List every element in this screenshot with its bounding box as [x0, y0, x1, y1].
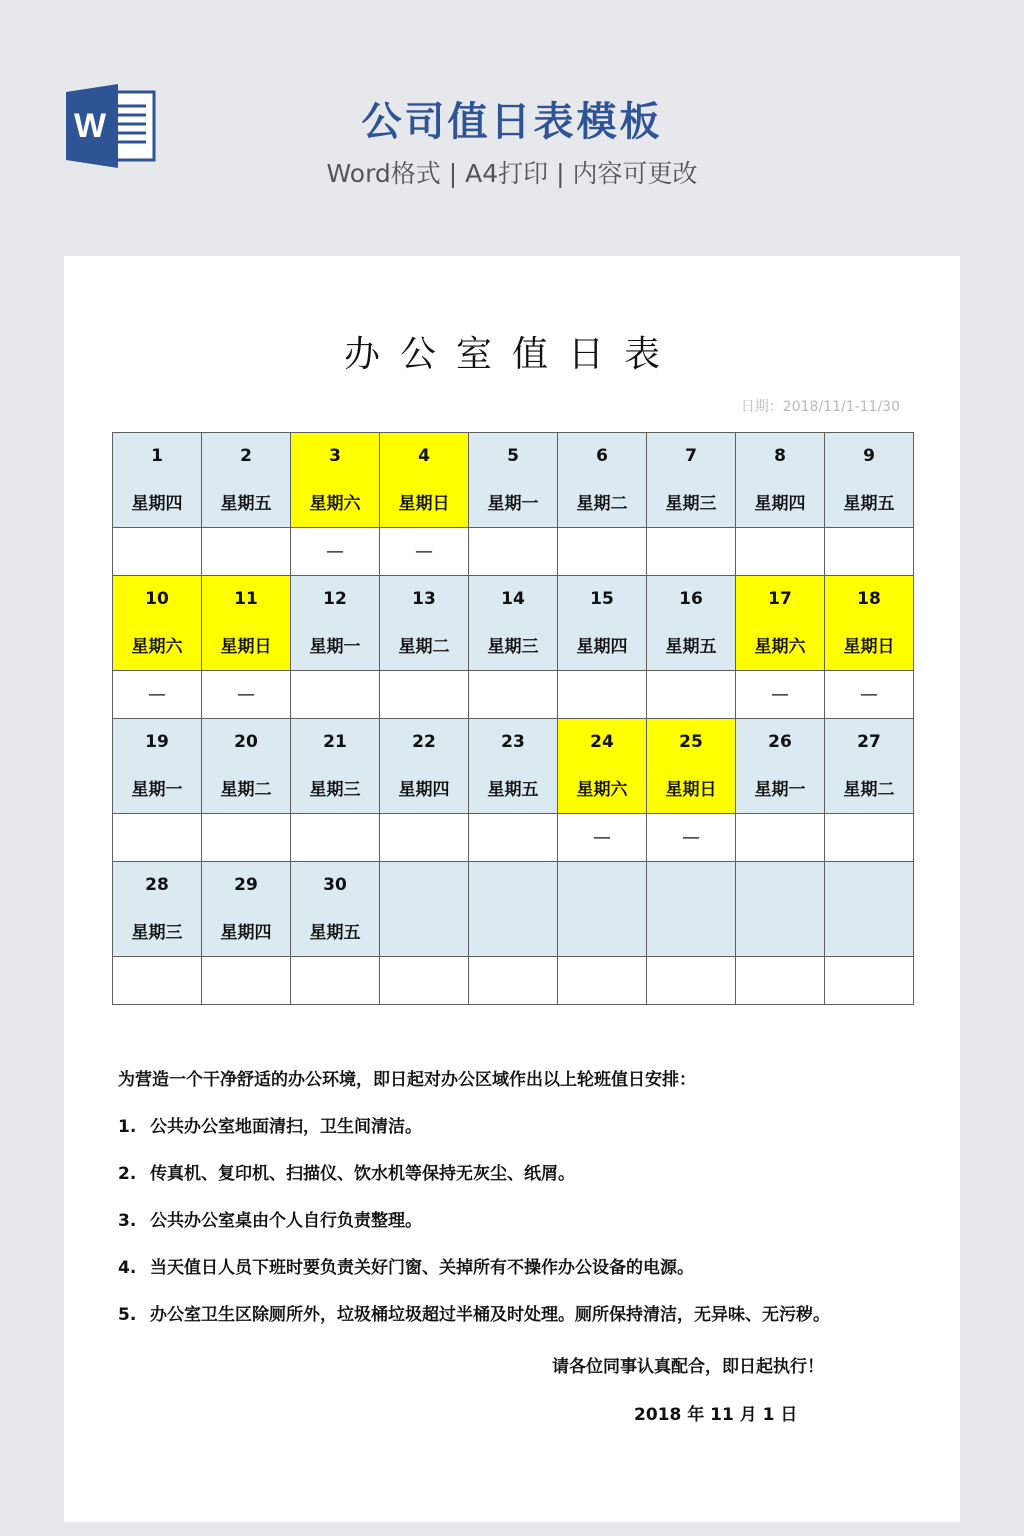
duty-cell[interactable] — [202, 814, 291, 862]
duty-cell[interactable]: — — [647, 814, 736, 862]
duty-cell[interactable] — [825, 814, 914, 862]
banner-title: 公司值日表模板 — [361, 99, 663, 145]
duty-cell[interactable]: — — [380, 528, 469, 576]
weekday-label: 星期六 — [131, 637, 183, 657]
notes-intro: 为营造一个干净舒适的办公环境，即日起对办公区域作出以上轮班值日安排： — [118, 1070, 696, 1090]
day-number: 6 — [596, 446, 608, 466]
banner-subtitle: Word格式 | A4打印 | 内容可更改 — [326, 159, 698, 188]
weekday-label: 星期二 — [576, 494, 628, 514]
day-number: 27 — [857, 732, 881, 752]
weekday-label: 星期五 — [220, 494, 272, 514]
day-number: 15 — [590, 589, 614, 609]
calendar-duty-row — [113, 528, 914, 576]
duty-cell[interactable]: — — [202, 671, 291, 719]
day-number: 14 — [501, 589, 525, 609]
calendar-day-cell — [380, 576, 469, 671]
calendar-day-cell — [825, 719, 914, 814]
calendar-empty-cell — [736, 862, 825, 957]
calendar-day-cell — [380, 719, 469, 814]
duty-cell[interactable]: — — [291, 528, 380, 576]
day-number: 30 — [323, 875, 347, 895]
weekday-label: 星期一 — [754, 780, 806, 800]
duty-cell[interactable] — [291, 814, 380, 862]
weekday-label: 星期二 — [843, 780, 895, 800]
day-number: 19 — [145, 732, 169, 752]
weekday-label: 星期日 — [398, 494, 450, 514]
rule-item — [118, 1162, 918, 1209]
duty-cell[interactable] — [736, 814, 825, 862]
rule-text: 公共办公室桌由个人自行负责整理。 — [150, 1211, 422, 1231]
rule-text: 公共办公室地面清扫，卫生间清洁。 — [150, 1117, 422, 1137]
calendar-day-cell — [558, 719, 647, 814]
duty-cell[interactable] — [647, 528, 736, 576]
calendar-day-cell — [825, 433, 914, 528]
rule-number: 3. — [118, 1211, 137, 1231]
calendar-day-cell — [469, 433, 558, 528]
duty-cell[interactable]: — — [558, 814, 647, 862]
duty-cell[interactable] — [113, 528, 202, 576]
day-number: 1 — [151, 446, 163, 466]
calendar-duty-row — [113, 957, 914, 1005]
weekday-label: 星期四 — [398, 780, 450, 800]
calendar-empty-cell — [558, 862, 647, 957]
rule-item — [118, 1256, 918, 1303]
day-number: 18 — [857, 589, 881, 609]
date-range: 日期：2018/11/1-11/30 — [740, 399, 900, 415]
weekday-label: 星期五 — [309, 923, 361, 943]
rule-text: 办公室卫生区除厕所外，垃圾桶垃圾超过半桶及时处理。厕所保持清洁，无异味、无污秽。 — [150, 1305, 830, 1325]
calendar-day-cell — [558, 576, 647, 671]
calendar-day-cell — [202, 576, 291, 671]
calendar-date-row — [113, 433, 914, 528]
notes-section — [118, 1068, 918, 1350]
calendar-empty-cell — [647, 862, 736, 957]
signature-date: 2018 年 11 月 1 日 — [634, 1405, 798, 1425]
rule-item — [118, 1209, 918, 1256]
calendar-empty-cell — [469, 862, 558, 957]
day-number: 20 — [234, 732, 258, 752]
calendar-day-cell — [202, 719, 291, 814]
calendar-duty-row — [113, 814, 914, 862]
calendar-day-cell — [647, 719, 736, 814]
day-number: 3 — [329, 446, 341, 466]
day-number: 16 — [679, 589, 703, 609]
weekday-label: 星期四 — [220, 923, 272, 943]
duty-cell[interactable] — [469, 814, 558, 862]
calendar-day-cell — [291, 719, 380, 814]
day-number: 24 — [590, 732, 614, 752]
duty-cell[interactable] — [825, 957, 914, 1005]
duty-cell[interactable] — [558, 957, 647, 1005]
document-title: 办公室值日表 — [343, 334, 680, 375]
calendar-date-row — [113, 719, 914, 814]
calendar-day-cell — [558, 433, 647, 528]
duty-cell[interactable] — [202, 957, 291, 1005]
calendar-day-cell — [469, 719, 558, 814]
calendar-day-cell — [291, 576, 380, 671]
calendar-day-cell — [291, 862, 380, 957]
day-number: 26 — [768, 732, 792, 752]
day-number: 25 — [679, 732, 703, 752]
rule-number: 2. — [118, 1164, 137, 1184]
calendar-day-cell — [736, 433, 825, 528]
rule-text: 传真机、复印机、扫描仪、饮水机等保持无灰尘、纸屑。 — [150, 1164, 575, 1184]
duty-cell[interactable]: — — [825, 671, 914, 719]
day-number: 9 — [863, 446, 875, 466]
duty-cell[interactable] — [202, 528, 291, 576]
rule-number: 1. — [118, 1117, 137, 1137]
calendar-empty-cell — [825, 862, 914, 957]
weekday-label: 星期三 — [309, 780, 361, 800]
weekday-label: 星期四 — [131, 494, 183, 514]
rule-number: 4. — [118, 1258, 137, 1278]
weekday-label: 星期四 — [576, 637, 628, 657]
day-number: 12 — [323, 589, 347, 609]
rule-number: 5. — [118, 1305, 137, 1325]
weekday-label: 星期六 — [576, 780, 628, 800]
calendar-day-cell — [825, 576, 914, 671]
day-number: 17 — [768, 589, 792, 609]
weekday-label: 星期六 — [309, 494, 361, 514]
calendar-day-cell — [469, 576, 558, 671]
duty-cell[interactable] — [380, 957, 469, 1005]
calendar-day-cell — [202, 433, 291, 528]
calendar-date-row — [113, 576, 914, 671]
weekday-label: 星期日 — [220, 637, 272, 657]
rule-item — [118, 1303, 918, 1350]
weekday-label: 星期一 — [487, 494, 539, 514]
day-number: 22 — [412, 732, 436, 752]
calendar-day-cell — [736, 576, 825, 671]
duty-cell[interactable] — [380, 814, 469, 862]
duty-cell[interactable] — [469, 957, 558, 1005]
weekday-label: 星期三 — [487, 637, 539, 657]
duty-cell[interactable] — [113, 957, 202, 1005]
duty-cell[interactable] — [113, 814, 202, 862]
weekday-label: 星期四 — [754, 494, 806, 514]
calendar-day-cell — [647, 433, 736, 528]
rule-text: 当天值日人员下班时要负责关好门窗、关掉所有不操作办公设备的电源。 — [150, 1258, 694, 1278]
duty-cell[interactable] — [825, 528, 914, 576]
duty-cell[interactable] — [558, 671, 647, 719]
weekday-label: 星期六 — [754, 637, 806, 657]
day-number: 8 — [774, 446, 786, 466]
weekday-label: 星期五 — [665, 637, 717, 657]
calendar-day-cell — [736, 719, 825, 814]
calendar-day-cell — [380, 433, 469, 528]
weekday-label: 星期三 — [665, 494, 717, 514]
duty-cell[interactable] — [647, 957, 736, 1005]
weekday-label: 星期五 — [487, 780, 539, 800]
duty-cell[interactable] — [469, 528, 558, 576]
weekday-label: 星期日 — [665, 780, 717, 800]
calendar-duty-row — [113, 671, 914, 719]
duty-cell[interactable] — [558, 528, 647, 576]
duty-cell[interactable] — [380, 671, 469, 719]
calendar-date-row — [113, 862, 914, 957]
calendar-day-cell — [291, 433, 380, 528]
document-page — [64, 256, 960, 1522]
weekday-label: 星期五 — [843, 494, 895, 514]
weekday-label: 星期二 — [220, 780, 272, 800]
closing-line: 请各位同事认真配合，即日起执行！ — [552, 1357, 824, 1377]
calendar-day-cell — [113, 862, 202, 957]
calendar-day-cell — [113, 433, 202, 528]
weekday-label: 星期二 — [398, 637, 450, 657]
duty-cell[interactable]: — — [736, 671, 825, 719]
duty-cell[interactable]: — — [113, 671, 202, 719]
day-number: 11 — [234, 589, 258, 609]
weekday-label: 星期日 — [843, 637, 895, 657]
day-number: 4 — [418, 446, 430, 466]
day-number: 28 — [145, 875, 169, 895]
weekday-label: 星期一 — [131, 780, 183, 800]
day-number: 2 — [240, 446, 252, 466]
day-number: 5 — [507, 446, 519, 466]
calendar-day-cell — [113, 576, 202, 671]
calendar-day-cell — [113, 719, 202, 814]
weekday-label: 星期一 — [309, 637, 361, 657]
rule-item — [118, 1115, 918, 1162]
duty-cell[interactable] — [736, 528, 825, 576]
day-number: 21 — [323, 732, 347, 752]
duty-cell[interactable] — [291, 671, 380, 719]
svg-text:W: W — [73, 107, 107, 145]
duty-cell[interactable] — [291, 957, 380, 1005]
calendar-day-cell — [647, 576, 736, 671]
weekday-label: 星期三 — [131, 923, 183, 943]
day-number: 7 — [685, 446, 697, 466]
calendar-empty-cell — [380, 862, 469, 957]
day-number: 10 — [145, 589, 169, 609]
day-number: 13 — [412, 589, 436, 609]
day-number: 23 — [501, 732, 525, 752]
duty-cell[interactable] — [647, 671, 736, 719]
duty-cell[interactable] — [469, 671, 558, 719]
duty-cell[interactable] — [736, 957, 825, 1005]
day-number: 29 — [234, 875, 258, 895]
duty-calendar-table — [112, 432, 914, 1005]
calendar-day-cell — [202, 862, 291, 957]
